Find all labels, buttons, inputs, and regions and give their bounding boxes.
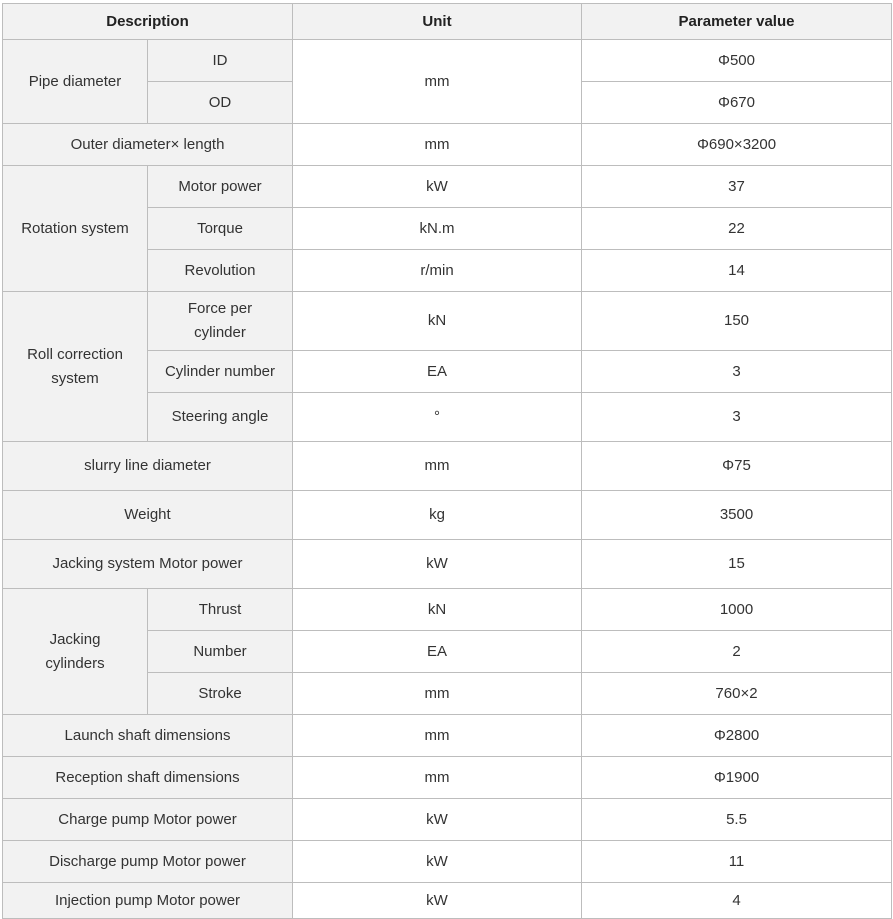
unit-rotation-revolution: r/min xyxy=(293,250,582,292)
value-launch-shaft-dimensions: Φ2800 xyxy=(582,715,892,757)
row-label-jacking-cylinders xyxy=(3,589,148,715)
value-rotation-revolution: 14 xyxy=(582,250,892,292)
sub-label-force-per-cylinder xyxy=(148,292,293,351)
row-label-jacking-system-motor-power: Jacking system Motor power xyxy=(3,540,293,589)
roll-correction-label-line2: system xyxy=(51,369,99,387)
sub-label-od: OD xyxy=(148,82,293,124)
table-row-reception-shaft-dimensions xyxy=(3,757,892,799)
value-outer-diameter-length: Φ690×3200 xyxy=(582,124,892,166)
table-row-weight xyxy=(3,491,892,540)
table-row-charge-pump-motor-power xyxy=(3,799,892,841)
value-injection-pump-motor-power: 4 xyxy=(582,883,892,919)
unit-slurry-line-diameter: mm xyxy=(293,442,582,491)
value-cylinder-number: 3 xyxy=(582,351,892,393)
value-discharge-pump-motor-power: 11 xyxy=(582,841,892,883)
value-thrust: 1000 xyxy=(582,589,892,631)
unit-reception-shaft-dimensions: mm xyxy=(293,757,582,799)
value-weight: 3500 xyxy=(582,491,892,540)
table-row-slurry-line-diameter xyxy=(3,442,892,491)
value-force-per-cylinder: 150 xyxy=(582,292,892,351)
unit-cylinder-number: EA xyxy=(293,351,582,393)
row-label-weight: Weight xyxy=(3,491,293,540)
sub-label-cylinder-number: Cylinder number xyxy=(148,351,293,393)
sub-label-id: ID xyxy=(148,40,293,82)
value-jacking-system-motor-power: 15 xyxy=(582,540,892,589)
sub-label-stroke: Stroke xyxy=(148,673,293,715)
roll-correction-label-line1: Roll correction xyxy=(27,345,123,363)
unit-number: EA xyxy=(293,631,582,673)
value-pipe-id: Φ500 xyxy=(582,40,892,82)
row-label-roll-correction-system xyxy=(3,292,148,442)
value-charge-pump-motor-power: 5.5 xyxy=(582,799,892,841)
unit-force-per-cylinder: kN xyxy=(293,292,582,351)
value-rotation-torque: 22 xyxy=(582,208,892,250)
value-number: 2 xyxy=(582,631,892,673)
unit-stroke: mm xyxy=(293,673,582,715)
table-row-pipe-id xyxy=(3,40,892,82)
unit-weight: kg xyxy=(293,491,582,540)
header-row xyxy=(3,4,892,40)
table-row-rotation-motor-power xyxy=(3,166,892,208)
row-label-injection-pump-motor-power: Injection pump Motor power xyxy=(3,883,293,919)
header-unit: Unit xyxy=(293,4,582,40)
value-reception-shaft-dimensions: Φ1900 xyxy=(582,757,892,799)
sub-label-number: Number xyxy=(148,631,293,673)
unit-charge-pump-motor-power: kW xyxy=(293,799,582,841)
table-row-jacking-system-motor-power xyxy=(3,540,892,589)
unit-pipe-diameter: mm xyxy=(293,40,582,124)
table-row-injection-pump-motor-power xyxy=(3,883,892,919)
value-pipe-od: Φ670 xyxy=(582,82,892,124)
value-rotation-motor-power: 37 xyxy=(582,166,892,208)
unit-steering-angle: ° xyxy=(293,393,582,442)
value-steering-angle: 3 xyxy=(582,393,892,442)
row-label-pipe-diameter: Pipe diameter xyxy=(3,40,148,124)
row-label-outer-diameter-length: Outer diameter× length xyxy=(3,124,293,166)
sub-label-revolution: Revolution xyxy=(148,250,293,292)
table-row-discharge-pump-motor-power xyxy=(3,841,892,883)
table-row-roll-force-per-cylinder xyxy=(3,292,892,351)
row-label-discharge-pump-motor-power: Discharge pump Motor power xyxy=(3,841,293,883)
value-slurry-line-diameter: Φ75 xyxy=(582,442,892,491)
unit-discharge-pump-motor-power: kW xyxy=(293,841,582,883)
force-per-cylinder-line2: cylinder xyxy=(194,324,246,341)
value-stroke: 760×2 xyxy=(582,673,892,715)
row-label-charge-pump-motor-power: Charge pump Motor power xyxy=(3,799,293,841)
sub-label-thrust: Thrust xyxy=(148,589,293,631)
row-label-reception-shaft-dimensions: Reception shaft dimensions xyxy=(3,757,293,799)
unit-jacking-system-motor-power: kW xyxy=(293,540,582,589)
unit-launch-shaft-dimensions: mm xyxy=(293,715,582,757)
sub-label-torque: Torque xyxy=(148,208,293,250)
unit-injection-pump-motor-power: kW xyxy=(293,883,582,919)
table-row-outer-diameter-length xyxy=(3,124,892,166)
jacking-cylinders-line1: Jacking xyxy=(49,630,101,648)
row-label-slurry-line-diameter: slurry line diameter xyxy=(3,442,293,491)
unit-rotation-torque: kN.m xyxy=(293,208,582,250)
header-description: Description xyxy=(3,4,293,40)
sub-label-motor-power: Motor power xyxy=(148,166,293,208)
parameter-table xyxy=(2,3,892,919)
header-parameter-value: Parameter value xyxy=(582,4,892,40)
jacking-cylinders-line2: cylinders xyxy=(45,654,105,672)
table-row-launch-shaft-dimensions xyxy=(3,715,892,757)
unit-thrust: kN xyxy=(293,589,582,631)
row-label-launch-shaft-dimensions: Launch shaft dimensions xyxy=(3,715,293,757)
unit-outer-diameter-length: mm xyxy=(293,124,582,166)
unit-rotation-motor-power: kW xyxy=(293,166,582,208)
force-per-cylinder-line1: Force per xyxy=(187,300,253,317)
row-label-rotation-system: Rotation system xyxy=(3,166,148,292)
sub-label-steering-angle: Steering angle xyxy=(148,393,293,442)
table-row-jacking-thrust xyxy=(3,589,892,631)
